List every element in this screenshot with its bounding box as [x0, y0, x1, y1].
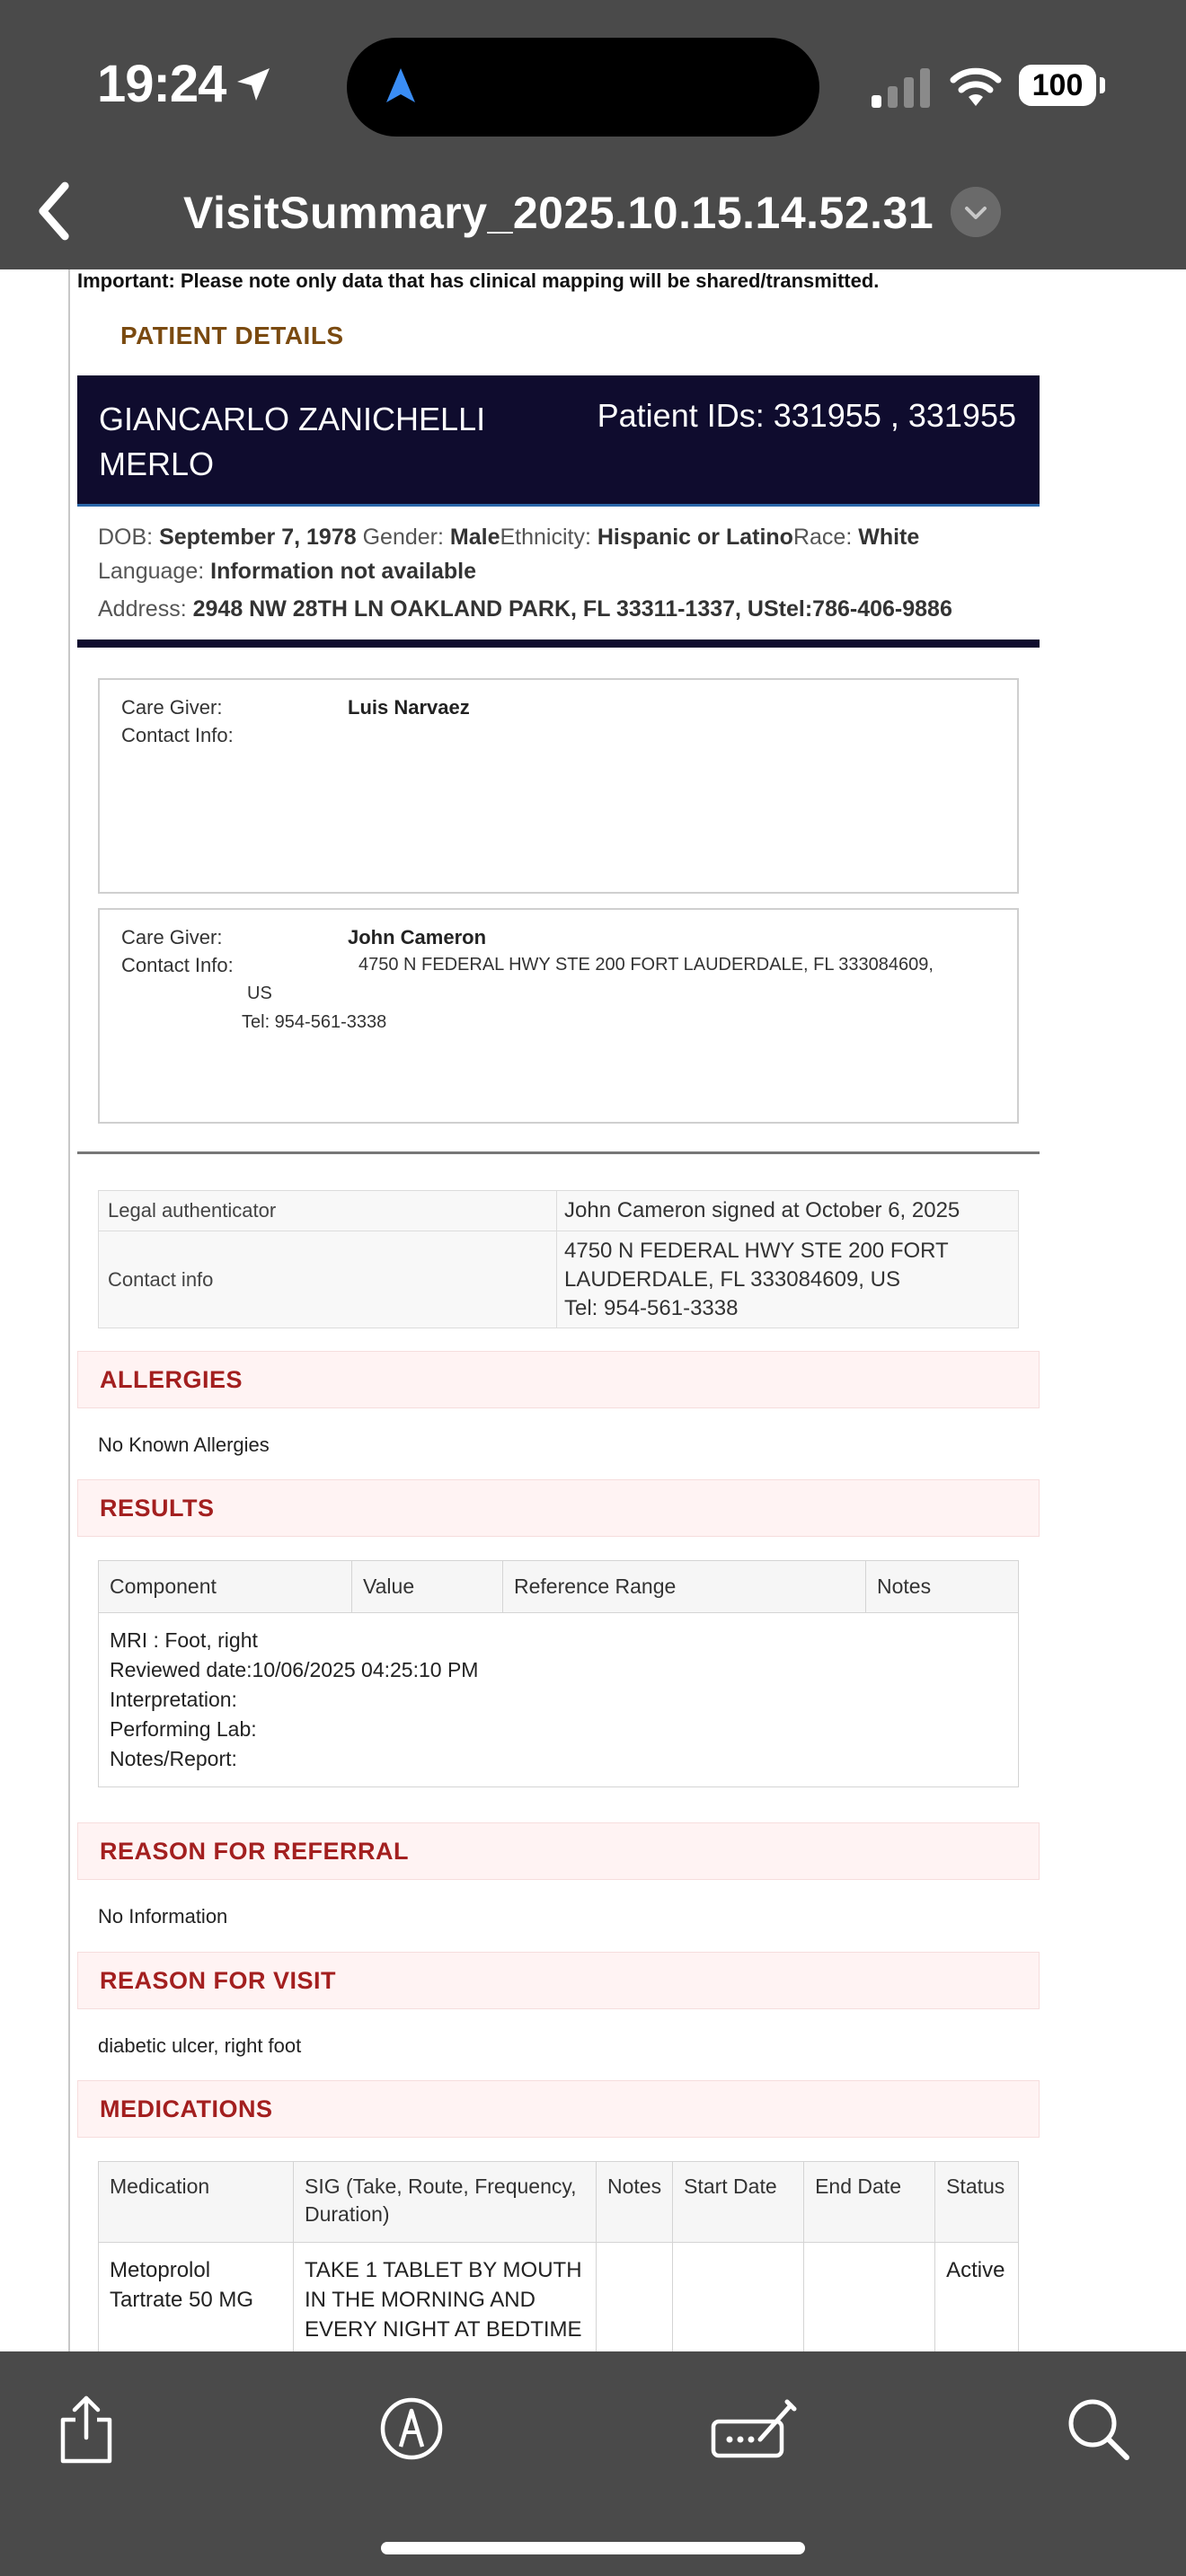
race-value: White [858, 525, 920, 550]
document-viewer[interactable] [0, 269, 1186, 2351]
patient-banner [77, 375, 1040, 507]
location-arrow-icon [232, 63, 275, 106]
patient-details-heading: PATIENT DETAILS [120, 322, 344, 349]
referral-section-header [77, 1822, 1040, 1880]
signature-icon[interactable] [710, 2393, 800, 2465]
table-header-row [99, 2162, 1019, 2243]
section-divider-thick [77, 640, 1040, 648]
result-entry: MRI : Foot, right Reviewed date:10/06/2025 04:25:10 PM Interpretation: Performing Lab: Notes/Report: [99, 1613, 1019, 1787]
column-header: Medication [99, 2162, 294, 2243]
section-title: REASON FOR REFERRAL [100, 1838, 410, 1865]
caregiver-box-2 [98, 908, 1019, 1124]
cellular-signal-icon [870, 66, 933, 108]
caregiver-label: Care Giver: [121, 926, 223, 948]
medication-name: Metoprolol Tartrate 50 MG [99, 2243, 294, 2352]
section-title: MEDICATIONS [100, 2095, 273, 2122]
column-header: Start Date [673, 2162, 804, 2243]
clock: 19:24 [97, 55, 226, 113]
column-header: Notes [597, 2162, 673, 2243]
column-header: Reference Range [503, 1561, 866, 1613]
table-row [99, 1613, 1019, 1787]
ethnicity-value: Hispanic or Latino [597, 525, 793, 550]
caregiver-label: Care Giver: [121, 696, 223, 719]
caregiver-address: 4750 N FEDERAL HWY STE 200 FORT LAUDERDALE, FL 333084609, [358, 955, 934, 975]
battery-indicator [1019, 65, 1105, 106]
medications-table [98, 2161, 1019, 2351]
section-title: REASON FOR VISIT [100, 1967, 337, 1994]
results-section-header [77, 1479, 1040, 1537]
important-note: Important: Please note only data that has clinical mapping will be shared/transmitted. [77, 269, 880, 292]
navigation-bar [0, 162, 1186, 269]
top-chrome [0, 0, 1186, 269]
contact-info-label: Contact info [99, 1231, 557, 1328]
results-table [98, 1560, 1019, 1787]
demographics-line-2: Language: Information not available [98, 559, 476, 584]
section-title: ALLERGIES [100, 1366, 243, 1393]
allergies-section-header [77, 1351, 1040, 1408]
legal-contact-value: 4750 N FEDERAL HWY STE 200 FORT LAUDERDALE, FL 333084609, US Tel: 954-561-3338 [557, 1231, 1019, 1328]
legal-authenticator-table [98, 1190, 1019, 1328]
column-header: Status [935, 2162, 1019, 2243]
medication-end-date [804, 2243, 935, 2352]
section-divider [77, 1151, 1040, 1154]
document-title[interactable]: VisitSummary_2025.10.15.14.52.31 [183, 188, 934, 238]
caregiver-box-1 [98, 678, 1019, 894]
dob-value: September 7, 1978 [159, 525, 357, 550]
navigation-arrow-icon [379, 65, 422, 108]
medication-notes [597, 2243, 673, 2352]
dynamic-island [347, 38, 819, 137]
search-icon[interactable] [1062, 2393, 1134, 2465]
table-row [99, 1191, 1019, 1231]
demographics-line-3: Address: 2948 NW 28TH LN OAKLAND PARK, FL 33311-1337, UStel:786-406-9886 [98, 596, 952, 622]
chevron-down-icon[interactable] [951, 187, 1001, 237]
caregiver-country: US [247, 984, 272, 1003]
visit-reason-text: diabetic ulcer, right foot [98, 2034, 302, 2057]
allergies-text: No Known Allergies [98, 1434, 270, 1456]
language-value: Information not available [210, 559, 476, 584]
caregiver-name: Luis Narvaez [348, 696, 470, 719]
battery-level: 100 [1019, 65, 1096, 106]
legal-auth-value: John Cameron signed at October 6, 2025 [557, 1191, 1019, 1231]
patient-name: GIANCARLO ZANICHELLI MERLO [99, 401, 486, 482]
column-header: Value [352, 1561, 503, 1613]
column-header: SIG (Take, Route, Frequency, Duration) [294, 2162, 597, 2243]
gender-value: Male [449, 525, 500, 550]
visit-section-header [77, 1952, 1040, 2009]
table-header-row [99, 1561, 1019, 1613]
patient-ids: Patient IDs: 331955 , 331955 [597, 397, 1016, 434]
bottom-toolbar [0, 2351, 1186, 2576]
contact-info-label: Contact Info: [121, 954, 234, 976]
status-bar [0, 0, 1186, 162]
markup-icon[interactable] [376, 2393, 447, 2465]
referral-text: No Information [98, 1905, 228, 1928]
section-title: RESULTS [100, 1495, 215, 1522]
column-header: End Date [804, 2162, 935, 2243]
column-header: Component [99, 1561, 352, 1613]
battery-nub [1100, 77, 1105, 93]
medication-sig: TAKE 1 TABLET BY MOUTH IN THE MORNING AND EVERY NIGHT AT BEDTIME [294, 2243, 597, 2352]
medication-start-date [673, 2243, 804, 2352]
medications-section-header [77, 2080, 1040, 2138]
caregiver-name: John Cameron [348, 926, 487, 948]
back-chevron-icon[interactable] [27, 180, 81, 243]
table-row [99, 2243, 1019, 2352]
page-edge [68, 269, 70, 2351]
share-icon[interactable] [50, 2393, 122, 2465]
home-indicator[interactable] [381, 2542, 805, 2554]
column-header: Notes [866, 1561, 1019, 1613]
demographics-line-1: DOB: September 7, 1978 Gender: MaleEthnicity: Hispanic or LatinoRace: White [98, 525, 920, 550]
table-row [99, 1231, 1019, 1328]
caregiver-phone: Tel: 954-561-3338 [242, 1012, 387, 1032]
contact-info-label: Contact Info: [121, 724, 234, 746]
wifi-icon [949, 63, 1003, 108]
legal-auth-label: Legal authenticator [99, 1191, 557, 1231]
address-value: 2948 NW 28TH LN OAKLAND PARK, FL 33311-1337, UStel:786-406-9886 [192, 596, 952, 622]
medication-status: Active [935, 2243, 1019, 2352]
